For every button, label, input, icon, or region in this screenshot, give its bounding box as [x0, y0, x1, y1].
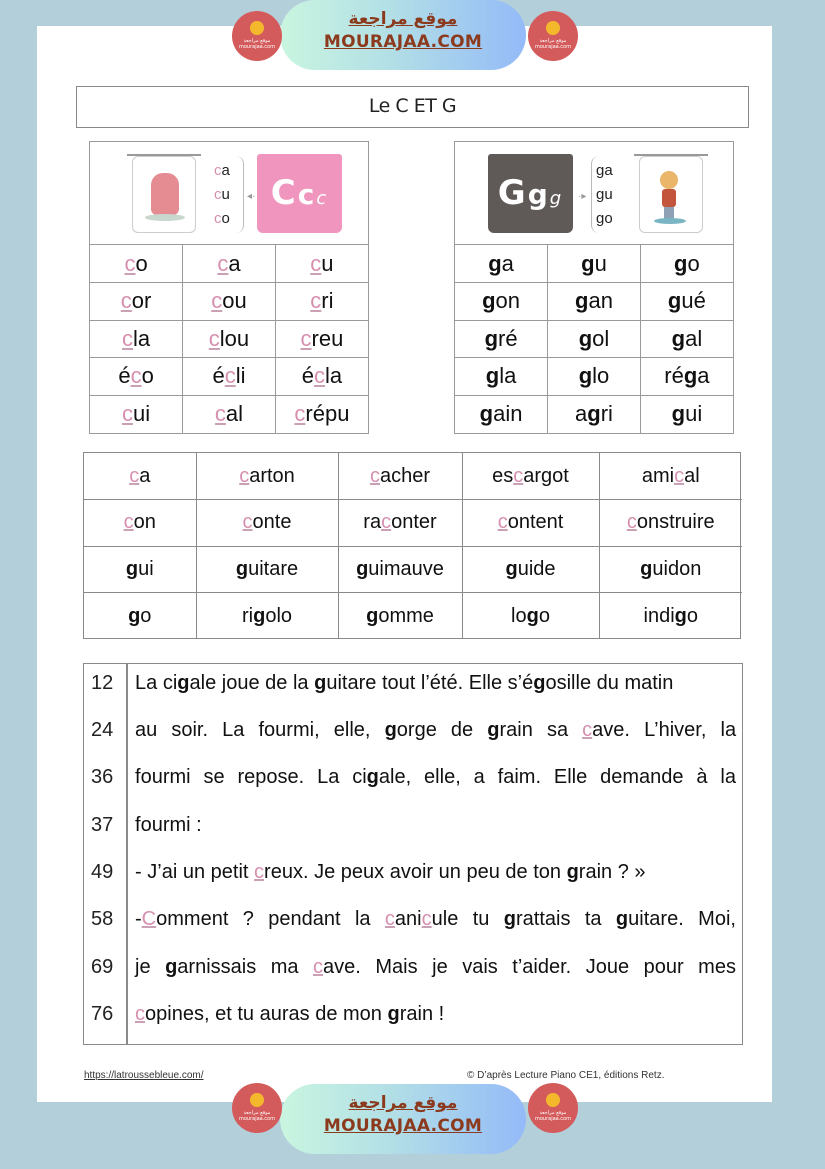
- g-syllables: ga gu go: [591, 156, 625, 233]
- syllable-cell: réga: [640, 358, 733, 396]
- syllable-cell: gol: [548, 320, 641, 358]
- syllable-cell: gon: [455, 283, 548, 321]
- syllable-cell: gui: [640, 395, 733, 433]
- word-cell: ca: [84, 453, 196, 500]
- syllable-cell: co: [90, 245, 183, 283]
- table-row: [455, 358, 733, 396]
- table-row: [84, 593, 742, 640]
- book-logo-icon: [250, 1093, 264, 1107]
- boy-image: [639, 156, 703, 233]
- word-cell: go: [84, 593, 196, 640]
- passage-text: fourmi :: [135, 814, 202, 836]
- watermark-badge-top-right[interactable]: موقع مراجعة mourajaa.com: [528, 11, 578, 61]
- syllable-cell: cui: [90, 395, 183, 433]
- passage-text: au soir. La fourmi, elle, gorge de grain sa cave. L’hiver, la: [135, 719, 737, 741]
- book-logo-icon: [546, 1093, 560, 1107]
- source-link[interactable]: https://latroussebleue.com/: [84, 1070, 204, 1081]
- sound-card-header: [90, 142, 368, 245]
- table-row: [84, 546, 742, 593]
- watermark-link[interactable]: MOURAJAA.COM: [323, 1116, 483, 1136]
- word-count: 69: [91, 956, 114, 978]
- sound-card-c: [89, 141, 369, 434]
- passage-line: [84, 999, 742, 1029]
- watermark-badge-top-left[interactable]: موقع مراجعة mourajaa.com: [232, 11, 282, 61]
- table-row: [90, 245, 368, 283]
- c-syllables: ca cu co: [210, 156, 244, 233]
- syllable-cell: gué: [640, 283, 733, 321]
- word-cell: content: [462, 500, 599, 547]
- word-cell: guimauve: [338, 546, 462, 593]
- word-count: 58: [91, 908, 114, 930]
- table-row: [455, 395, 733, 433]
- word-cell: construire: [599, 500, 742, 547]
- arrow-icon: ◂·: [247, 191, 256, 202]
- word-cell: logo: [462, 593, 599, 640]
- syllable-cell: go: [640, 245, 733, 283]
- word-count: 37: [91, 814, 114, 836]
- syllable-cell: gain: [455, 395, 548, 433]
- passage-line: [84, 904, 742, 934]
- watermark-badge-bottom-right[interactable]: موقع مراجعة mourajaa.com: [528, 1083, 578, 1133]
- syllable-cell: écla: [275, 358, 368, 396]
- passage-text: - J’ai un petit creux. Je peux avoir un peu de ton grain ? »: [135, 861, 646, 883]
- word-cell: guidon: [599, 546, 742, 593]
- syllable-cell: écli: [183, 358, 276, 396]
- word-count: 76: [91, 1003, 114, 1025]
- word-cell: raconter: [338, 500, 462, 547]
- syllable-cell: cri: [275, 283, 368, 321]
- word-cell: indigo: [599, 593, 742, 640]
- word-cell: guide: [462, 546, 599, 593]
- word-count: 36: [91, 766, 114, 788]
- watermark-badge-bottom-left[interactable]: موقع مراجعة mourajaa.com: [232, 1083, 282, 1133]
- syllable-cell: gan: [548, 283, 641, 321]
- syllable-cell: gu: [548, 245, 641, 283]
- table-row: [455, 283, 733, 321]
- passage-text: La cigale joue de la guitare tout l’été. Elle s’égosille du matin: [135, 672, 674, 694]
- table-row: [90, 395, 368, 433]
- passage-line: [84, 857, 742, 887]
- arrow-icon: ·▸: [578, 191, 587, 202]
- passage-text: je garnissais ma cave. Mais je vais t’aider. Joue pour mes: [135, 956, 736, 978]
- passage-line: [84, 810, 742, 840]
- table-row: [84, 453, 742, 500]
- syllable-cell: cla: [90, 320, 183, 358]
- table-row: [90, 358, 368, 396]
- word-count: 49: [91, 861, 114, 883]
- table-row: [455, 320, 733, 358]
- watermark-banner-top[interactable]: [280, 0, 526, 70]
- page-title: Le C ET G: [76, 86, 749, 128]
- sound-card-header: [455, 142, 733, 245]
- passage-line: [84, 952, 742, 982]
- table-row: [90, 320, 368, 358]
- pig-icon: [151, 173, 179, 215]
- syllable-cell: clou: [183, 320, 276, 358]
- syllable-cell: éco: [90, 358, 183, 396]
- word-cell: cacher: [338, 453, 462, 500]
- passage-text: fourmi se repose. La cigale, elle, a faim. Elle demande à la: [135, 766, 736, 788]
- passage-text: copines, et tu auras de mon grain !: [135, 1003, 445, 1025]
- word-count: 24: [91, 719, 114, 741]
- syllable-cell: ca: [183, 245, 276, 283]
- passage-line: [84, 668, 742, 698]
- table-row: [90, 283, 368, 321]
- reading-passage: [83, 663, 743, 1045]
- letter-g-box: Ggg: [488, 154, 573, 233]
- syllable-cell: crépu: [275, 395, 368, 433]
- word-cell: amical: [599, 453, 742, 500]
- word-cell: rigolo: [196, 593, 338, 640]
- syllable-cell: creu: [275, 320, 368, 358]
- watermark-banner-bottom[interactable]: [280, 1084, 526, 1154]
- word-cell: gomme: [338, 593, 462, 640]
- table-row: [455, 245, 733, 283]
- passage-text: -Comment ? pendant la canicule tu grattais ta guitare. Moi,: [135, 908, 736, 930]
- syllable-cell: cor: [90, 283, 183, 321]
- syllable-cell: cu: [275, 245, 368, 283]
- watermark-link[interactable]: MOURAJAA.COM: [323, 32, 483, 52]
- pig-image: [132, 156, 196, 233]
- word-cell: escargot: [462, 453, 599, 500]
- word-cell: conte: [196, 500, 338, 547]
- syllable-cell: cal: [183, 395, 276, 433]
- word-cell: carton: [196, 453, 338, 500]
- word-cell: guitare: [196, 546, 338, 593]
- syllable-cell: agri: [548, 395, 641, 433]
- letter-c-box: Ccc: [257, 154, 342, 233]
- table-row: [84, 500, 742, 547]
- sound-card-g: [454, 141, 734, 434]
- credit-text: © D’après Lecture Piano CE1, éditions Retz.: [467, 1070, 665, 1081]
- passage-line: [84, 762, 742, 792]
- word-count: 12: [91, 672, 114, 694]
- watermark-arabic: موقع مراجعة: [348, 9, 458, 29]
- c-syllable-grid: [90, 245, 368, 433]
- word-cell: con: [84, 500, 196, 547]
- syllable-cell: gré: [455, 320, 548, 358]
- g-syllable-grid: [455, 245, 733, 433]
- watermark-arabic: موقع مراجعة: [348, 1093, 458, 1113]
- words-table: [83, 452, 741, 639]
- book-logo-icon: [250, 21, 264, 35]
- syllable-cell: glo: [548, 358, 641, 396]
- syllable-cell: ga: [455, 245, 548, 283]
- book-logo-icon: [546, 21, 560, 35]
- passage-line: [84, 715, 742, 745]
- syllable-cell: gal: [640, 320, 733, 358]
- syllable-cell: gla: [455, 358, 548, 396]
- word-cell: gui: [84, 546, 196, 593]
- syllable-cell: cou: [183, 283, 276, 321]
